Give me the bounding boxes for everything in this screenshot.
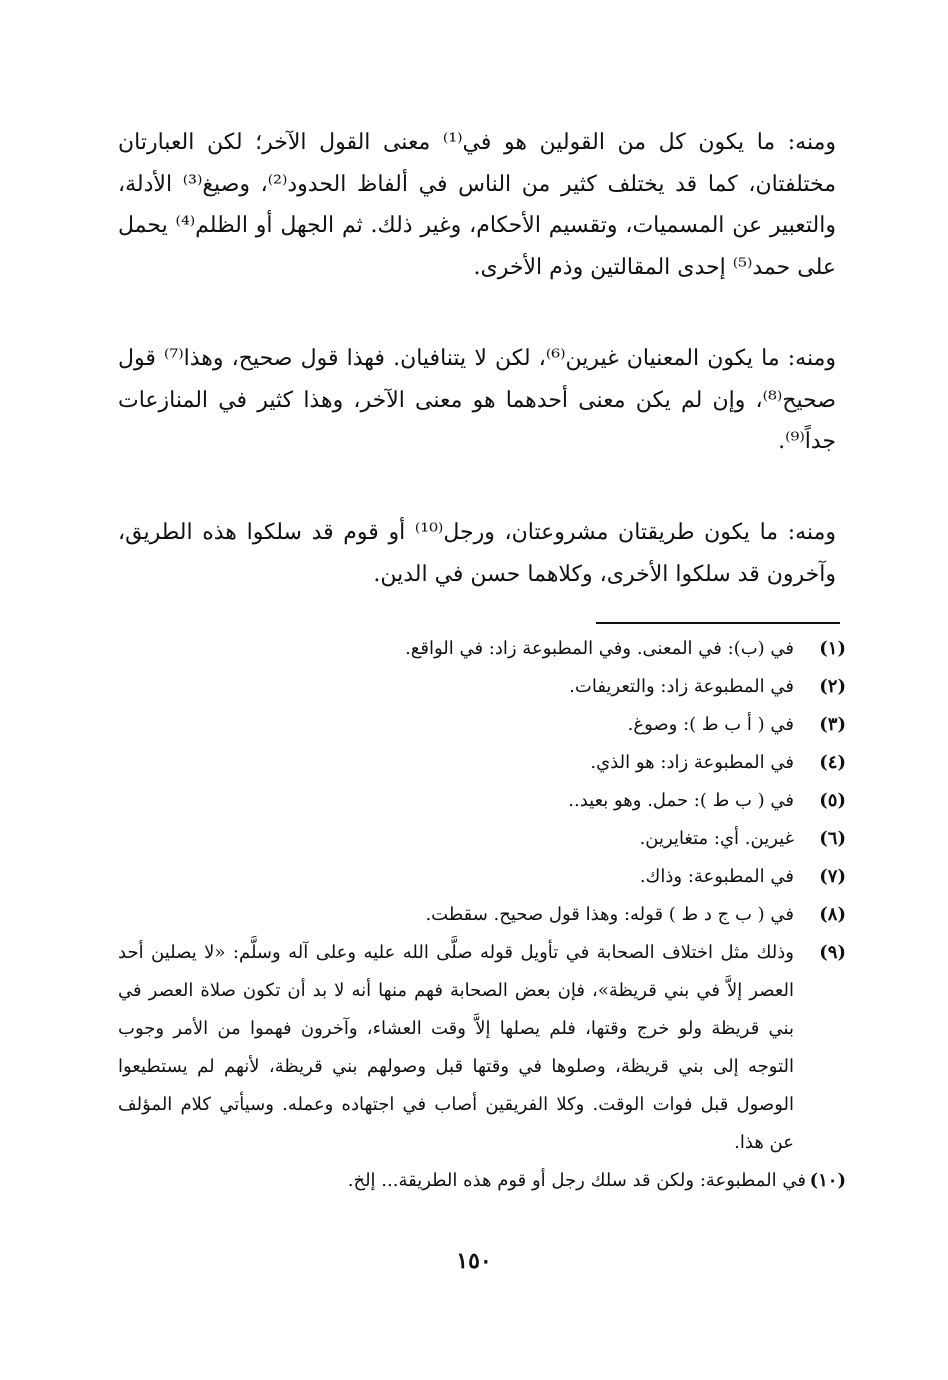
footnote-number: (٧) [819, 866, 846, 887]
footnote-1 [118, 630, 846, 668]
footnote-text: في ( ب ط ): حمل. وهو بعيد.. [568, 790, 794, 811]
footnote-number: (٢) [819, 676, 846, 697]
page-number: ١٥٠ [456, 1248, 492, 1274]
footnote-number: (٥) [819, 790, 846, 811]
footnote-4 [118, 744, 846, 782]
footnote-8 [118, 896, 846, 934]
footnote-text: وذلك مثل اختلاف الصحابة في تأويل قوله صلَّى الله عليه وعلى آله وسلَّم: «لا يصلين أحد العصر إلاَّ في بني قريظة»، فإن بعض الصحابة فهم منها أنه لا بد أن تكون صلاة العصر في بني قريظة ولو خرج وقتها، فلم يصلها إلاَّ وقت العشاء، وآخرون فهموا من الأمر وجوب التوجه إلى بني قريظة، وصلوها في وقتها قبل وصولهم بني قريظة، لأنهم لم يستطيعوا الوصول قبل فوات الوقت. وكلا الفريقين أصاب في اجتهاده وعمله. وسيأتي كلام المؤلف عن هذا. [118, 942, 795, 1153]
footnote-text: في المطبوعة: وذاك. [639, 866, 794, 887]
footnote-3 [118, 706, 846, 744]
footnote-number: (١) [819, 638, 846, 659]
footnote-text: في المطبوعة زاد: هو الذي. [590, 752, 794, 773]
footnote-6 [118, 820, 846, 858]
body-paragraph-2: ومنه: ما يكون المعنيان غيرين⁽⁶⁾، لكن لا يتنافيان. فهذا قول صحيح، وهذا⁽⁷⁾ قول صحيح⁽⁸⁾، وإن لم يكن معنى أحدهما هو معنى الآخر، وهذا كثير في المنازعات جداً⁽⁹⁾. [118, 346, 836, 454]
footnote-number: (٣) [819, 714, 846, 735]
footnote-text: غيرين. أي: متغايرين. [639, 828, 794, 849]
footnote-2 [118, 668, 846, 706]
footnote-separator [596, 622, 840, 624]
body-paragraph-3: ومنه: ما يكون طريقتان مشروعتان، ورجل⁽¹⁰⁾ أو قوم قد سلكوا هذه الطريق، وآخرون قد سلكوا الأخرى، وكلاهما حسن في الدين. [118, 520, 836, 587]
footnotes-list [118, 630, 846, 1200]
footnote-9 [118, 934, 846, 1162]
footnote-number: (٩) [819, 942, 846, 963]
footnote-text: في ( ب ج د ط ) قوله: وهذا قول صحيح. سقطت. [425, 904, 794, 925]
footnote-5 [118, 782, 846, 820]
footnote-number: (٨) [819, 904, 846, 925]
footnote-10 [118, 1162, 846, 1200]
footnote-number: (١٠) [809, 1170, 846, 1191]
footnote-text: في (ب): في المعنى. وفي المطبوعة زاد: في الواقع. [405, 638, 794, 659]
footnote-text: في المطبوعة: ولكن قد سلك رجل أو قوم هذه الطريقة... إلخ. [347, 1170, 806, 1191]
footnote-7 [118, 858, 846, 896]
body-paragraph-1: ومنه: ما يكون كل من القولين هو في⁽¹⁾ معنى القول الآخر؛ لكن العبارتان مختلفتان، كما قد يختلف كثير من الناس في ألفاظ الحدود⁽²⁾، وصيغ⁽³⁾ الأدلة، والتعبير عن المسميات، وتقسيم الأحكام، وغير ذلك. ثم الجهل أو الظلم⁽⁴⁾ يحمل على حمد⁽⁵⁾ إحدى المقالتين وذم الأخرى. [118, 130, 837, 280]
footnote-text: في المطبوعة زاد: والتعريفات. [569, 676, 794, 697]
footnote-text: في ( أ ب ط ): وصوغ. [627, 714, 794, 735]
footnote-number: (٦) [819, 828, 846, 849]
footnote-number: (٤) [819, 752, 846, 773]
